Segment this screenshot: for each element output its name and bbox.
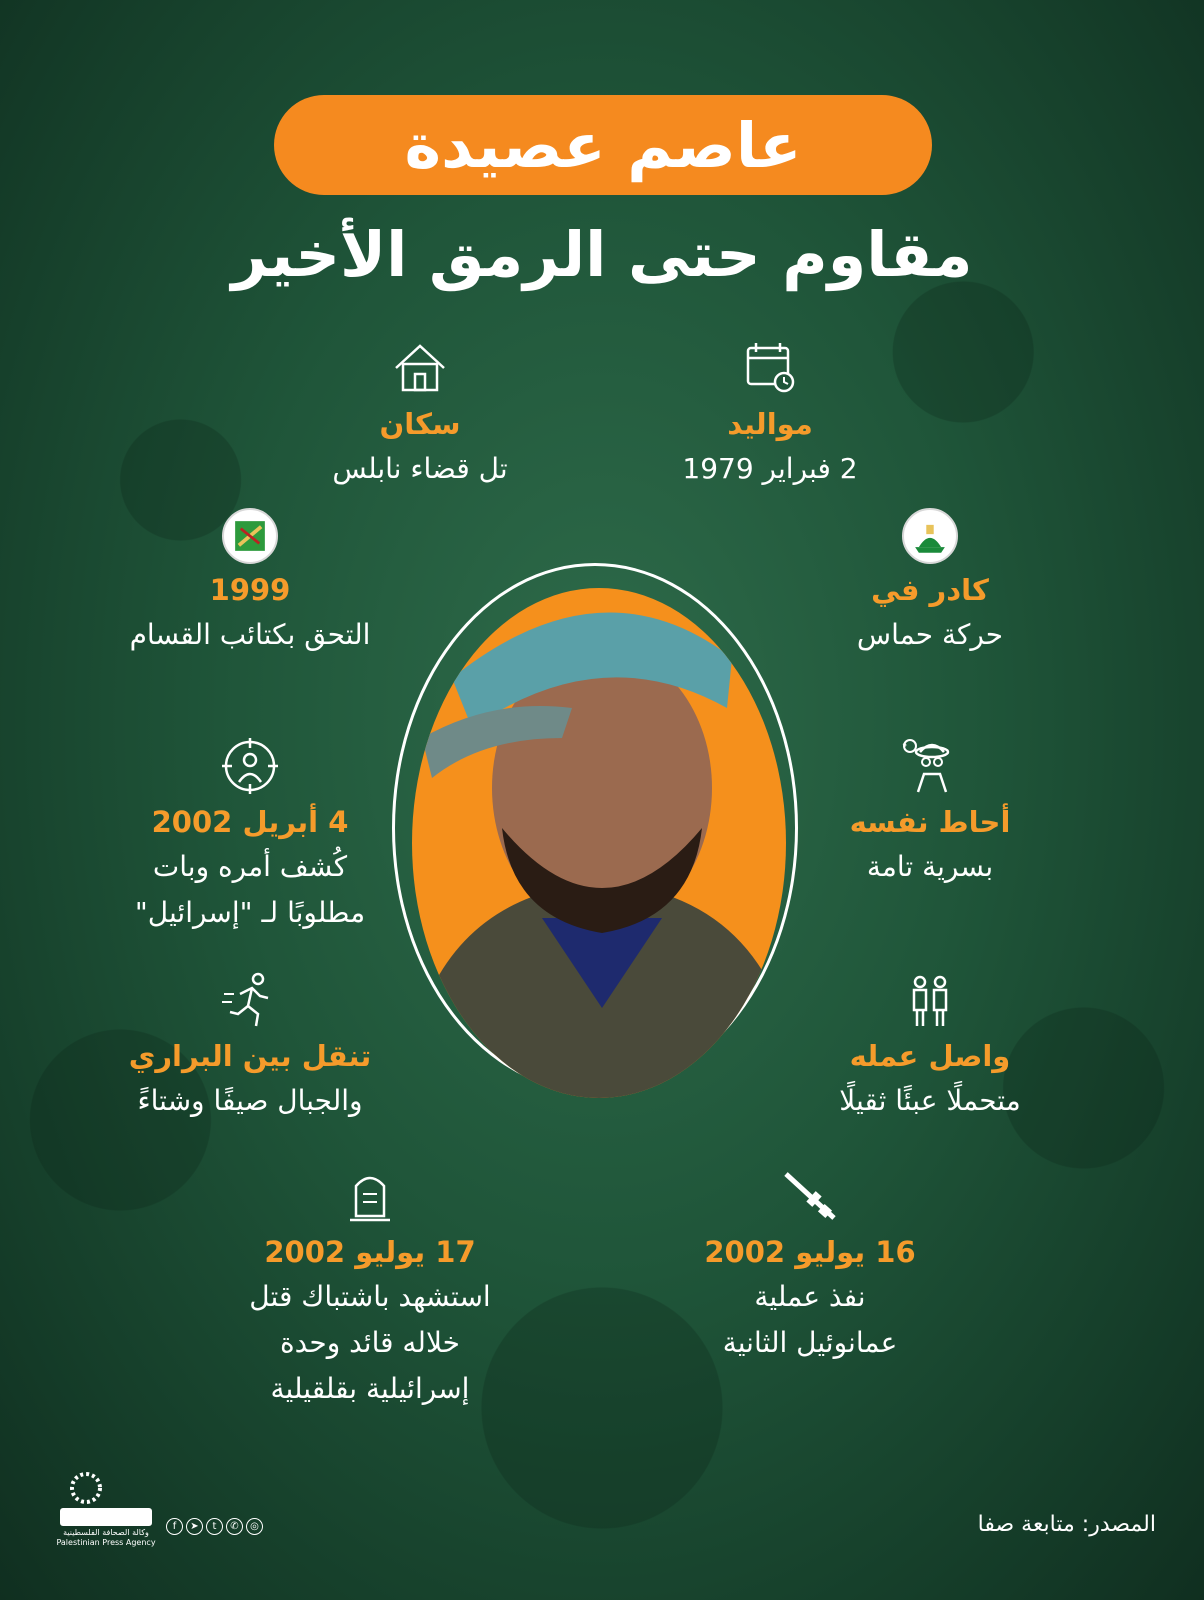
item-martyred-body-line1: استشهد باشتباك قتل	[249, 1280, 491, 1313]
item-cadre-body: حركة حماس	[856, 618, 1004, 651]
item-residence-body: تل قضاء نابلس	[332, 452, 508, 485]
item-moved	[60, 970, 440, 1124]
item-operation-head: 16 يوليو 2002	[704, 1235, 916, 1269]
telegram-icon[interactable]: ➤	[186, 1518, 203, 1535]
item-martyred-head: 17 يوليو 2002	[264, 1235, 476, 1269]
social-icons	[166, 1518, 263, 1535]
item-continued-head: واصل عمله	[849, 1039, 1011, 1073]
target-person-icon	[220, 736, 280, 796]
title-banner	[274, 95, 932, 195]
subtitle: مقاوم حتى الرمق الأخير	[231, 218, 973, 291]
source-credit: المصدر: متابعة صفا	[977, 1512, 1156, 1537]
qassam-emblem-icon	[222, 508, 278, 564]
tombstone-icon	[340, 1166, 400, 1226]
item-operation	[620, 1166, 1000, 1366]
item-moved-body: والجبال صيفًا وشتاءً	[137, 1084, 363, 1117]
item-continued-body: متحملًا عبئًا ثقيلًا	[839, 1084, 1021, 1117]
item-1999-body: التحق بكتائب القسام	[129, 618, 371, 651]
item-1999-head: 1999	[209, 573, 291, 607]
tumblr-icon[interactable]: t	[206, 1518, 223, 1535]
portrait-photo	[412, 588, 786, 1098]
item-residence-head: سكان	[379, 407, 461, 441]
item-wanted-body-line2: مطلوبًا لـ "إسرائيل"	[134, 896, 366, 929]
spy-icon	[900, 736, 960, 796]
item-secrecy-head: أحاط نفسه	[849, 805, 1011, 839]
soldiers-icon	[900, 970, 960, 1030]
item-continued	[740, 970, 1120, 1124]
item-martyred	[180, 1166, 560, 1412]
house-icon	[390, 338, 450, 398]
svg-text:?: ?	[902, 743, 907, 753]
title: عاصم عصيدة	[404, 108, 802, 182]
item-wanted	[60, 736, 440, 936]
item-birth	[580, 338, 960, 492]
item-moved-head: تنقل بين البراري	[128, 1039, 372, 1073]
instagram-icon[interactable]: ◎	[246, 1518, 263, 1535]
rifle-icon	[780, 1166, 840, 1226]
item-cadre-head: كادر في	[871, 573, 989, 607]
item-birth-head: مواليد	[727, 407, 813, 441]
item-martyred-body-line2: خلاله قائد وحدة	[280, 1326, 460, 1359]
item-operation-body-line2: عمانوئيل الثانية	[722, 1326, 898, 1359]
item-operation-body-line1: نفذ عملية	[754, 1280, 866, 1313]
item-wanted-head: 4 أبريل 2002	[151, 805, 349, 839]
hamas-emblem-icon	[902, 508, 958, 564]
item-martyred-body-line3: إسرائيلية بقلقيلية	[270, 1372, 470, 1405]
facebook-icon[interactable]: f	[166, 1518, 183, 1535]
item-birth-body: 2 فبراير 1979	[682, 452, 858, 485]
item-wanted-body-line1: كُشف أمره وبات	[152, 850, 348, 883]
item-cadre	[740, 508, 1120, 658]
item-residence	[230, 338, 610, 492]
logo-caption	[56, 1528, 156, 1548]
running-man-icon	[220, 970, 280, 1030]
calendar-icon	[740, 338, 800, 398]
whatsapp-icon[interactable]: ✆	[226, 1518, 243, 1535]
item-secrecy-body: بسرية تامة	[866, 850, 994, 883]
logo-caption-en: Palestinian Press Agency	[56, 1538, 156, 1547]
item-1999	[60, 508, 440, 658]
logo-caption-ar: وكالة الصحافة الفلسطينية	[63, 1528, 149, 1537]
